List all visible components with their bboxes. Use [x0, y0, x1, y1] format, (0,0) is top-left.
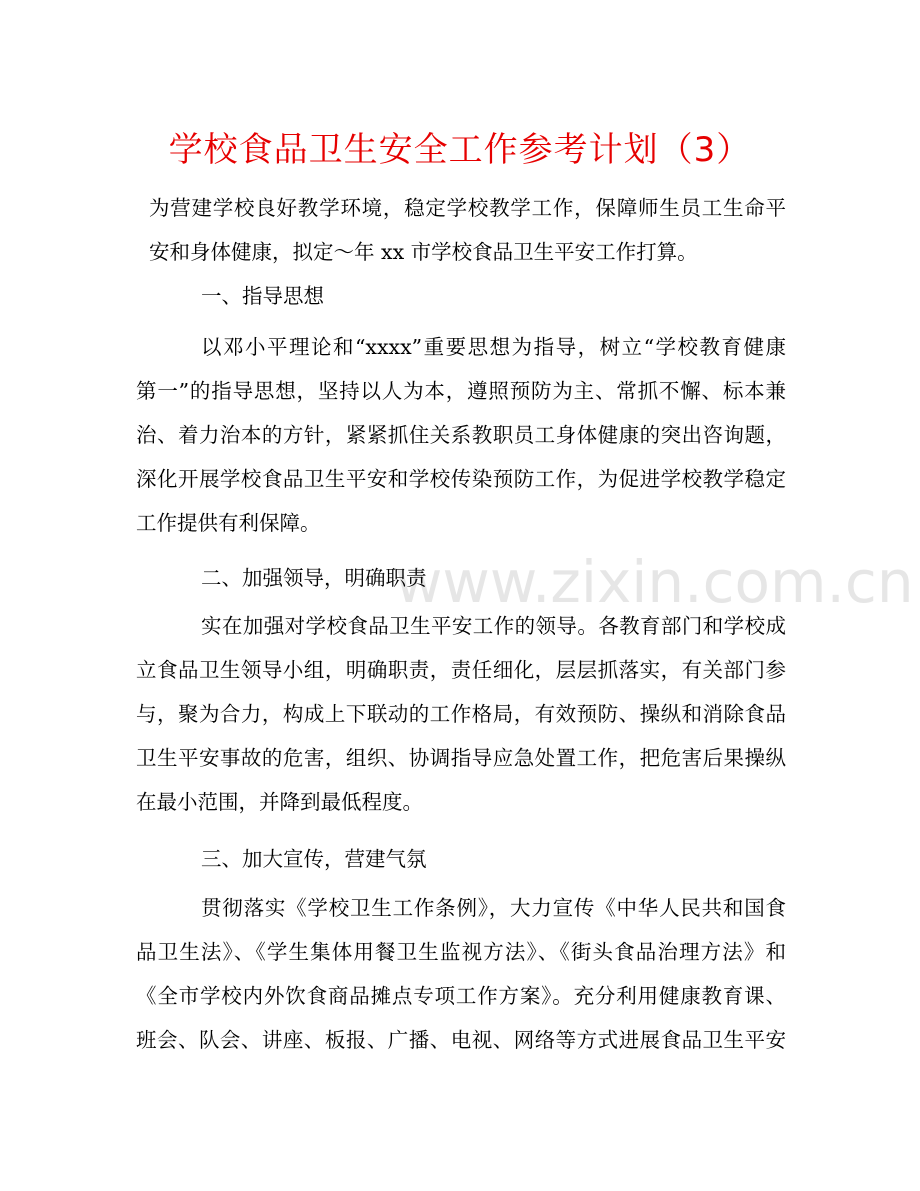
document-title: 学校食品卫生安全工作参考计划（3） — [168, 130, 752, 170]
section-paragraph — [136, 325, 786, 545]
text-line: 深化开展学校食品卫生平安和学校传染预防工作，为促进学校教学稳定 — [136, 467, 786, 491]
text-line: 与，聚为合力，构成上下联动的工作格局，有效预防、操纵和消除食品 — [136, 702, 786, 726]
text-line: 工作提供有利保障。 — [136, 511, 321, 535]
section-paragraph — [136, 604, 786, 824]
watermark: www.zixin.com.cn — [395, 548, 914, 616]
section-heading: 三、加大宣传，营建气氛 — [201, 847, 427, 871]
text-line: 《全市学校内外饮食商品摊点专项工作方案》。充分利用健康教育课、 — [136, 984, 786, 1008]
text-line: 贯彻落实《学校卫生工作条例》，大力宣传《中华人民共和国食 — [201, 896, 786, 920]
text-line: 品卫生法》、《学生集体用餐卫生监视方法》、《街头食品治理方法》和 — [136, 940, 786, 964]
section-paragraph — [136, 886, 786, 1062]
text-line: 以邓小平理论和“xxxx”重要思想为指导，树立“学校教育健康 — [201, 335, 786, 359]
text-line: 第一”的指导思想，坚持以人为本，遵照预防为主、常抓不懈、标本兼 — [136, 379, 786, 403]
text-line: 卫生平安事故的危害，组织、协调指导应急处置工作，把危害后果操纵 — [136, 746, 786, 770]
text-line: 班会、队会、讲座、板报、广播、电视、网络等方式进展食品卫生平安 — [136, 1028, 786, 1052]
text-line: 立食品卫生领导小组，明确职责，责任细化，层层抓落实，有关部门参 — [136, 658, 786, 682]
text-line: 安和身体健康，拟定～年 xx 市学校食品卫生平安工作打算。 — [149, 240, 698, 264]
text-line: 为营建学校良好教学环境，稳定学校教学工作，保障师生员工生命平 — [149, 196, 786, 220]
section-heading: 一、指导思想 — [201, 284, 324, 308]
intro-paragraph — [136, 186, 786, 274]
text-line: 实在加强对学校食品卫生平安工作的领导。各教育部门和学校成 — [201, 614, 786, 638]
section-heading: 二、加强领导，明确职责 — [201, 566, 427, 590]
text-line: 治、着力治本的方针，紧紧抓住关系教职员工身体健康的突出咨询题， — [136, 423, 786, 447]
text-line: 在最小范围，并降到最低程度。 — [136, 790, 423, 814]
